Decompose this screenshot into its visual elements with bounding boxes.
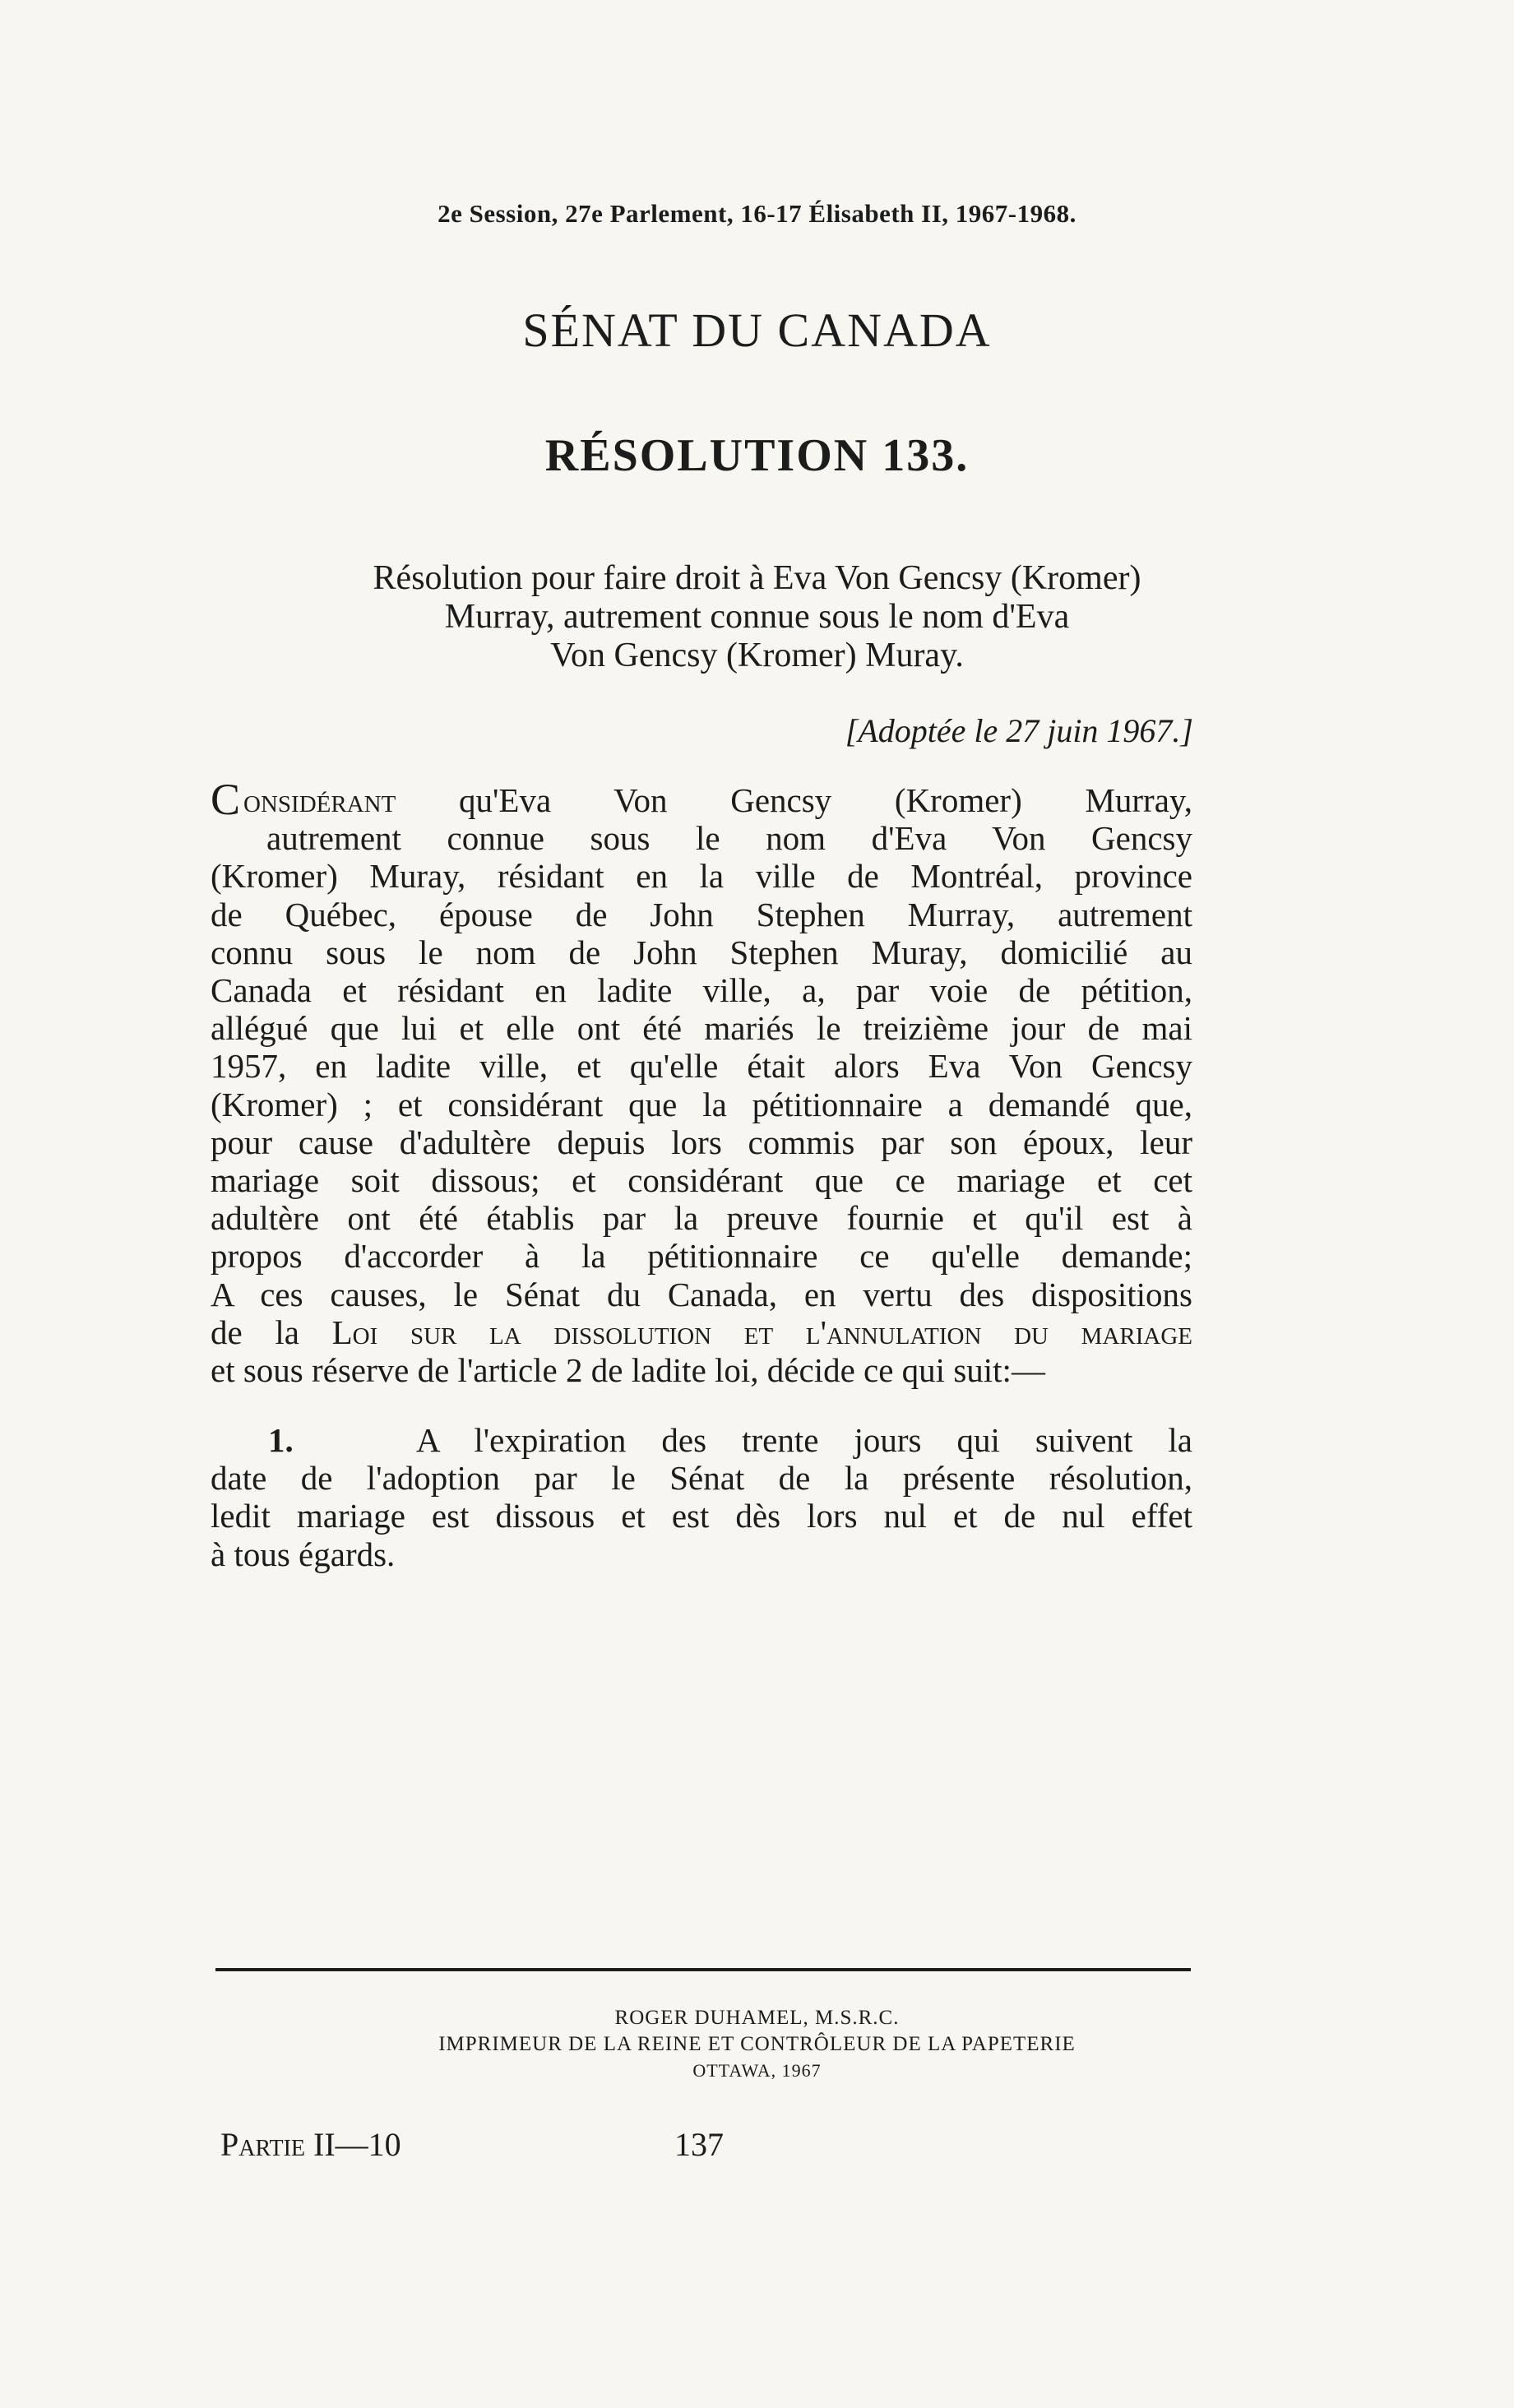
preamble-line-4: de Québec, épouse de John Stephen Murray, autrement bbox=[211, 895, 1192, 933]
act-prefix: de la bbox=[211, 1313, 332, 1351]
preamble-line-6: Canada et résidant en ladite ville, a, par voie de pétition, bbox=[211, 971, 1192, 1010]
printer-title: IMPRIMEUR DE LA REINE ET CONTRÔLEUR DE LA PAPETERIE bbox=[438, 2033, 1076, 2055]
subject-line-2: Murray, autrement connue sous le nom d'Eva bbox=[444, 598, 1070, 636]
preamble-line-11: mariage soit dissous; et considérant que ce mariage et cet bbox=[211, 1161, 1192, 1200]
preamble-line-8: 1957, en ladite ville, et qu'elle était alors Eva Von Gencsy bbox=[211, 1047, 1192, 1086]
resolution-title: RÉSOLUTION 133. bbox=[544, 430, 970, 481]
printer-imprint bbox=[0, 2005, 1514, 2084]
part-label: Partie II—10 bbox=[220, 2126, 401, 2163]
preamble-line-text: qu'Eva Von Gencsy (Kromer) Murray, bbox=[396, 781, 1192, 819]
printer-name: ROGER DUHAMEL, M.S.R.C. bbox=[614, 2007, 900, 2029]
preamble-first-word: onsidérant bbox=[243, 781, 396, 819]
section-1-line-1 bbox=[211, 1421, 1192, 1459]
section-number: 1. bbox=[268, 1421, 294, 1459]
footer-divider bbox=[215, 1968, 1191, 1971]
preamble-paragraph bbox=[211, 775, 1192, 1390]
resolution-subject bbox=[0, 559, 1514, 675]
printer-location: OTTAWA, 1967 bbox=[692, 2060, 822, 2081]
preamble-line-2: autrement connue sous le nom d'Eva Von Gencsy bbox=[266, 819, 1192, 858]
preamble-line-3: (Kromer) Muray, résidant en la ville de Montréal, province bbox=[211, 857, 1192, 896]
section-1-line-4: à tous égards. bbox=[211, 1535, 396, 1573]
page-number: 137 bbox=[674, 2126, 724, 2163]
senate-heading: SÉNAT DU CANADA bbox=[522, 303, 992, 357]
preamble-line-12: adultère ont été établis par la preuve fournie et qu'il est à bbox=[211, 1199, 1192, 1238]
preamble-line-1 bbox=[211, 775, 1192, 824]
section-1-text: A l'expiration des trente jours qui suivent la bbox=[416, 1421, 1192, 1459]
section-1 bbox=[211, 1421, 1192, 1573]
adoption-date: [Adoptée le 27 juin 1967.] bbox=[845, 712, 1193, 749]
preamble-line-13: propos d'accorder à la pétitionnaire ce qu'elle demande; bbox=[211, 1237, 1192, 1276]
preamble-line-14: A ces causes, le Sénat du Canada, en vertu des dispositions bbox=[211, 1275, 1192, 1313]
section-1-line-2: date de l'adoption par le Sénat de la présente résolution, bbox=[211, 1459, 1192, 1498]
subject-line-1: Résolution pour faire droit à Eva Von Gencsy (Kromer) bbox=[373, 559, 1141, 597]
preamble-act-line bbox=[211, 1313, 1192, 1351]
section-1-line-3: ledit mariage est dissous et est dès lors nul et de nul effet bbox=[211, 1497, 1192, 1535]
preamble-line-10: pour cause d'adultère depuis lors commis par son époux, leur bbox=[211, 1123, 1192, 1161]
preamble-closing-line: et sous réserve de l'article 2 de ladite loi, décide ce qui suit:— bbox=[211, 1351, 1045, 1390]
preamble-line-7: allégué que lui et elle ont été mariés le treizième jour de mai bbox=[211, 1009, 1192, 1048]
act-name: Loi sur la dissolution et l'annulation du mariage bbox=[331, 1313, 1192, 1351]
session-header: 2e Session, 27e Parlement, 16-17 Élisabeth II, 1967-1968. bbox=[438, 199, 1076, 228]
preamble-line-5: connu sous le nom de John Stephen Muray, domicilié au bbox=[211, 933, 1192, 971]
subject-line-3: Von Gencsy (Kromer) Muray. bbox=[550, 637, 964, 674]
preamble-line-9: (Kromer) ; et considérant que la pétitionnaire a demandé que, bbox=[211, 1085, 1192, 1123]
drop-cap: C bbox=[211, 775, 241, 824]
